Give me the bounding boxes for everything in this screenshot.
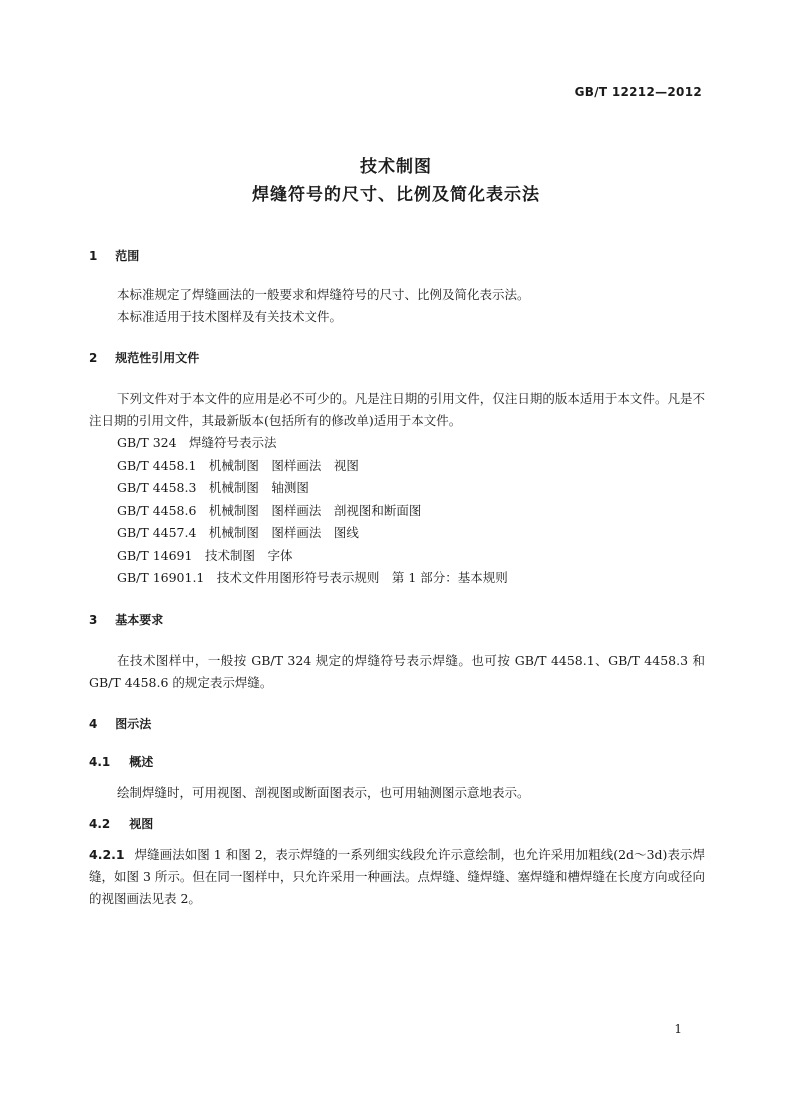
section-3-heading xyxy=(89,610,705,630)
document-body xyxy=(89,246,705,910)
paragraph: 本标准适用于技术图样及有关技术文件。 xyxy=(117,309,343,324)
section-number: 4.2 xyxy=(89,816,111,831)
section-number: 4 xyxy=(89,716,98,731)
page-number: 1 xyxy=(674,1022,682,1036)
paragraph: 本标准规定了焊缝画法的一般要求和焊缝符号的尺寸、比例及简化表示法。 xyxy=(117,287,530,302)
reference-item: GB/T 16901.1 技术文件用图形符号表示规则 第 1 部分：基本规则 xyxy=(117,570,508,585)
reference-item: GB/T 324 焊缝符号表示法 xyxy=(117,435,277,450)
clause-text: 焊缝画法如图 1 和图 2，表示焊缝的一系列细实线段允许示意绘制，也允许采用加粗线(2d～3d)表示焊缝，如图 3 所示。但在同一图样中，只允许采用一种画法。点焊缝、缝焊缝、塞焊缝和槽焊缝在长度方向或径向的视图画法见表 2。 xyxy=(89,846,705,906)
section-2-heading xyxy=(89,348,705,368)
section-title: 视图 xyxy=(129,816,154,831)
paragraph: 下列文件对于本文件的应用是必不可少的。凡是注日期的引用文件，仅注日期的版本适用于本文件。凡是不注日期的引用文件，其最新版本(包括所有的修改单)适用于本文件。 xyxy=(89,391,705,428)
document-title-line2: 焊缝符号的尺寸、比例及简化表示法 xyxy=(252,185,540,205)
section-4-heading xyxy=(89,714,705,734)
reference-item: GB/T 4458.1 机械制图 图样画法 视图 xyxy=(117,457,359,473)
paragraph: 在技术图样中，一般按 GB/T 324 规定的焊缝符号表示焊缝。也可按 GB/T 4458.1、GB/T 4458.3 和 GB/T 4458.6 的规定表示焊缝。 xyxy=(89,652,705,690)
section-1-heading xyxy=(89,246,705,266)
standard-code: GB/T 12212—2012 xyxy=(574,85,702,99)
section-title: 范围 xyxy=(115,249,140,263)
section-title: 图示法 xyxy=(115,716,152,731)
clause-number: 4.2.1 xyxy=(89,846,125,862)
reference-item: GB/T 14691 技术制图 字体 xyxy=(117,547,293,563)
section-number: 1 xyxy=(89,249,98,263)
section-4-2-heading xyxy=(89,814,705,834)
section-title: 基本要求 xyxy=(115,612,164,627)
reference-item: GB/T 4458.3 机械制图 轴测图 xyxy=(117,480,309,495)
document-title-line1: 技术制图 xyxy=(360,157,432,177)
section-number: 4.1 xyxy=(89,754,111,769)
paragraph: 绘制焊缝时，可用视图、剖视图或断面图表示，也可用轴测图示意地表示。 xyxy=(117,784,530,800)
reference-item: GB/T 4457.4 机械制图 图样画法 图线 xyxy=(117,525,359,540)
section-4-2-1-paragraph xyxy=(89,844,705,910)
section-number: 2 xyxy=(89,351,98,365)
section-title: 规范性引用文件 xyxy=(115,351,200,365)
section-title: 概述 xyxy=(129,754,154,769)
section-4-1-heading xyxy=(89,752,705,772)
reference-item: GB/T 4458.6 机械制图 图样画法 剖视图和断面图 xyxy=(117,502,422,518)
section-number: 3 xyxy=(89,612,98,627)
